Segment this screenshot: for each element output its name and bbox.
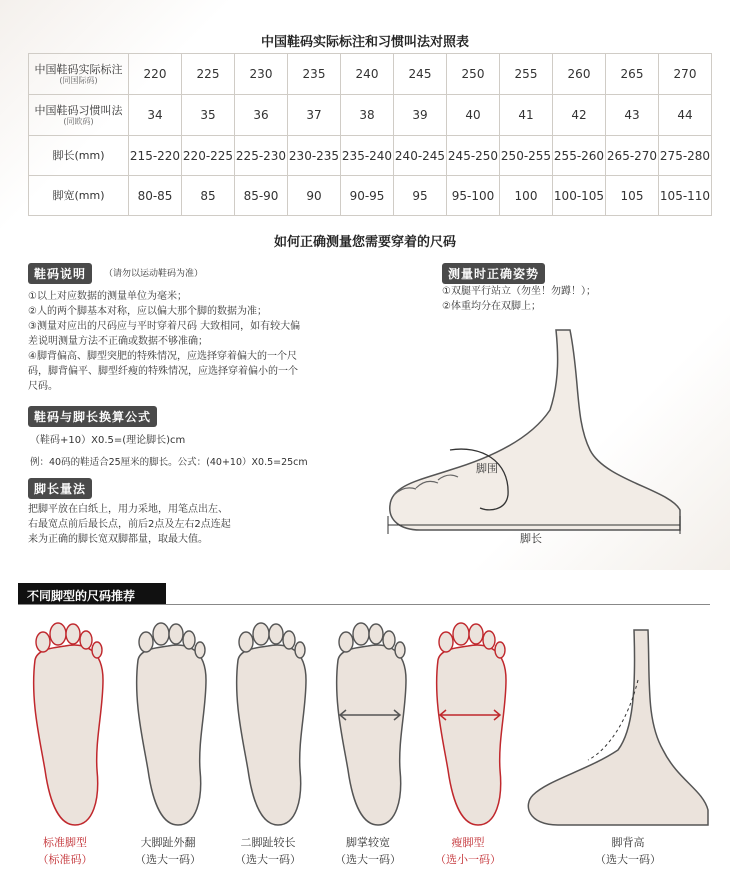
table-cell: 105: [606, 176, 659, 216]
posture-line: ①双腿平行站立（勿坐！勿蹲！）；: [442, 286, 596, 297]
size-note-hint: （请勿以运动鞋码为准）: [104, 269, 204, 279]
table-cell: 100-105: [553, 176, 606, 216]
row-header: [29, 136, 129, 176]
table-cell: 220-225: [182, 136, 235, 176]
table-cell: 225-230: [235, 136, 288, 176]
foot-type-name: 二脚趾较长: [240, 836, 296, 849]
table-cell: 240-245: [394, 136, 447, 176]
posture-line: ②体重均分在双脚上；: [442, 301, 541, 312]
table-cell: 43: [606, 95, 659, 136]
foot-type-label: [408, 834, 528, 868]
foot-type-advice: （选大一码）: [235, 853, 301, 866]
foot-types-header: [18, 583, 710, 607]
foot-type-card: [518, 620, 618, 830]
high-instep-foot-icon: [518, 620, 718, 830]
table-cell: 42: [553, 95, 606, 136]
table-cell: 41: [500, 95, 553, 136]
table-cell: 265-270: [606, 136, 659, 176]
table-cell: 270: [659, 54, 712, 95]
size-note-line: ③测量对应出的尺码应与平时穿着尺码 大致相同，如有较大偏: [28, 321, 301, 332]
table-cell: 220: [129, 54, 182, 95]
size-note-line: 差说明测量方法不正确或数据不够准确；: [28, 336, 208, 347]
table-cell: 40: [447, 95, 500, 136]
foot-sole-icon: [218, 620, 318, 830]
row-header-sub: (同国际码): [59, 75, 98, 85]
table-cell: 100: [500, 176, 553, 216]
foot-type-advice: （选大一码）: [335, 853, 401, 866]
table-cell: 37: [288, 95, 341, 136]
foot-sole-icon: [318, 620, 418, 830]
size-note-line: 码，脚背偏平、脚型纤瘦的特殊情况，应选择穿着偏小的一个: [28, 366, 298, 377]
table-cell: 255: [500, 54, 553, 95]
table-row: [29, 176, 712, 216]
posture-list: [442, 284, 596, 314]
foot-type-name: 脚掌较宽: [346, 836, 390, 849]
table-cell: 90-95: [341, 176, 394, 216]
foot-type-card: [218, 620, 318, 830]
table-cell: 36: [235, 95, 288, 136]
row-header: [29, 54, 129, 95]
row-header-sub: (同欧码): [63, 116, 94, 126]
foot-type-name: 标准脚型: [43, 836, 87, 849]
foot-type-advice: （标准码）: [37, 853, 93, 866]
row-header-label: 中国鞋码习惯叫法: [34, 103, 123, 117]
foot-type-name: 瘦脚型: [451, 836, 485, 849]
table-cell: 265: [606, 54, 659, 95]
length-label: 脚长: [520, 532, 542, 545]
foot-type-label: [568, 834, 688, 868]
size-note-line: ①以上对应数据的测量单位为毫米；: [28, 291, 187, 302]
table-cell: 105-110: [659, 176, 712, 216]
foot-sole-icon: [418, 620, 518, 830]
table-cell: 80-85: [129, 176, 182, 216]
table-cell: 260: [553, 54, 606, 95]
row-header: [29, 95, 129, 136]
table-cell: 85-90: [235, 176, 288, 216]
table-cell: 240: [341, 54, 394, 95]
measure-section-title: 如何正确测量您需要穿着的尺码: [273, 235, 456, 250]
row-header: [29, 176, 129, 216]
table-cell: 245: [394, 54, 447, 95]
foot-types-panel: [0, 608, 730, 887]
table-cell: 95-100: [447, 176, 500, 216]
foot-sole-icon: [15, 620, 115, 830]
measure-list: [28, 502, 378, 547]
table-cell: 230: [235, 54, 288, 95]
row-header-label: 脚长(mm): [52, 148, 105, 162]
foot-type-label: [5, 834, 125, 868]
size-note-list: [28, 289, 378, 394]
table-cell: 44: [659, 95, 712, 136]
measure-tag: 脚长量法: [28, 478, 92, 499]
table-cell: 275-280: [659, 136, 712, 176]
size-note-line: ④脚背偏高、脚型突肥的特殊情况，应选择穿着偏大的一个尺: [28, 351, 297, 362]
table-cell: 235: [288, 54, 341, 95]
table-cell: 250-255: [500, 136, 553, 176]
foot-type-card: [418, 620, 518, 830]
size-table: [28, 53, 712, 216]
chart-title: 中国鞋码实际标注和习惯叫法对照表: [260, 35, 469, 50]
foot-type-card: [15, 620, 115, 830]
table-cell: 225: [182, 54, 235, 95]
table-cell: 230-235: [288, 136, 341, 176]
table-cell: 235-240: [341, 136, 394, 176]
foot-type-card: [118, 620, 218, 830]
table-cell: 39: [394, 95, 447, 136]
measure-line: 来为正确的脚长宽双脚都量，取最大值。: [28, 534, 208, 545]
table-cell: 255-260: [553, 136, 606, 176]
measure-line: 右最宽点前后最长点，前后2点及左右2点连起: [28, 519, 231, 530]
table-row: [29, 136, 712, 176]
foot-types-title: 不同脚型的尺码推荐: [27, 589, 136, 603]
foot-type-card: [318, 620, 418, 830]
foot-sole-icon: [118, 620, 218, 830]
formula-line: （鞋码+10）X0.5=(理论脚长)cm: [30, 435, 186, 446]
size-note-line: 尺码。: [28, 381, 58, 392]
foot-type-advice: （选大一码）: [595, 853, 661, 866]
formula-example: 例：40码的鞋适合25厘米的脚长。公式：(40+10）X0.5=25cm: [30, 457, 308, 468]
table-cell: 34: [129, 95, 182, 136]
foot-outline-icon: [390, 330, 680, 530]
measure-line: 把脚平放在白纸上，用力采地，用笔点出左、: [28, 504, 228, 515]
row-header-label: 中国鞋码实际标注: [34, 62, 123, 76]
foot-type-name: 脚背高: [611, 836, 645, 849]
table-cell: 35: [182, 95, 235, 136]
foot-type-name: 大脚趾外翻: [140, 836, 196, 849]
foot-type-advice: （选大一码）: [135, 853, 201, 866]
girth-label: 脚围: [476, 462, 498, 475]
size-note-tag: 鞋码说明: [28, 263, 92, 284]
table-cell: 85: [182, 176, 235, 216]
table-cell: 215-220: [129, 136, 182, 176]
row-header-label: 脚宽(mm): [52, 188, 105, 202]
foot-measure-illustration: [380, 320, 700, 550]
posture-tag: 测量时正确姿势: [442, 263, 545, 284]
table-row: [29, 54, 712, 95]
formula-tag: 鞋码与脚长换算公式: [28, 406, 157, 427]
foot-type-advice: （选小一码）: [435, 853, 501, 866]
table-cell: 250: [447, 54, 500, 95]
table-cell: 90: [288, 176, 341, 216]
table-row: [29, 95, 712, 136]
table-cell: 38: [341, 95, 394, 136]
table-cell: 95: [394, 176, 447, 216]
size-note-line: ②人的两个脚基本对称，应以偏大那个脚的数据为准；: [28, 306, 267, 317]
table-cell: 245-250: [447, 136, 500, 176]
